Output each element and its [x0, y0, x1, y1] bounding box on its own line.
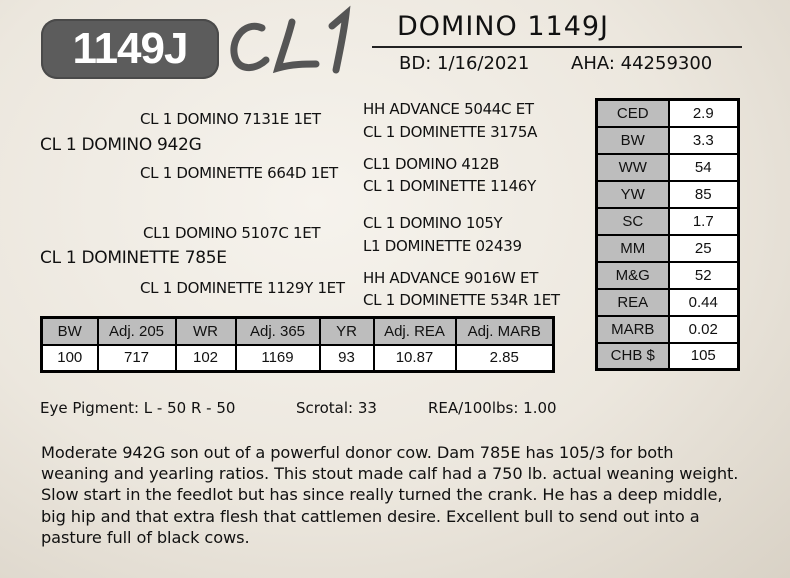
performance-header: Adj. REA: [374, 318, 456, 345]
rea-per-100lbs: REA/100lbs: 1.00: [428, 399, 557, 417]
epd-value: 105: [669, 343, 739, 370]
epd-value: 1.7: [669, 208, 739, 235]
aha-registration: AHA: 44259300: [571, 53, 713, 74]
bull-description: Moderate 942G son out of a powerful donor cow. Dam 785E has 105/3 for both weaning and yearling ratios. This stout made calf had a 750 lb. actual weaning weight. Slow start in the feedlot but has since really turned the crank. He has a deep middle, big hip and that extra flesh that cattlemen desire. Excellent bull to send out into a pasture full of black cows.: [41, 443, 739, 547]
title-divider: [372, 46, 742, 48]
epd-label: MARB: [597, 316, 669, 343]
pedigree-sire-sire-sire: HH ADVANCE 5044C ET: [363, 100, 534, 118]
epd-value: 3.3: [669, 127, 739, 154]
performance-header: BW: [42, 318, 98, 345]
performance-value: 10.87: [374, 345, 456, 372]
pedigree-dam-sire: CL1 DOMINO 5107C 1ET: [143, 224, 321, 242]
epd-label: CHB $: [597, 343, 669, 370]
bull-name: DOMINO 1149J: [397, 11, 610, 42]
epd-row: [597, 181, 739, 208]
birth-date: BD: 1/16/2021: [399, 53, 530, 74]
pedigree-sire: CL 1 DOMINO 942G: [40, 135, 202, 155]
performance-header: Adj. 205: [98, 318, 176, 345]
performance-value: 717: [98, 345, 176, 372]
epd-value: 54: [669, 154, 739, 181]
epd-row: [597, 289, 739, 316]
epd-table: [595, 98, 740, 371]
performance-value: 1169: [236, 345, 320, 372]
pedigree-dam-dam-sire: HH ADVANCE 9016W ET: [363, 269, 539, 287]
epd-label: CED: [597, 100, 669, 127]
pedigree-dam: CL 1 DOMINETTE 785E: [40, 248, 227, 268]
epd-label: YW: [597, 181, 669, 208]
pedigree-sire-sire: CL 1 DOMINO 7131E 1ET: [140, 110, 321, 128]
pedigree-dam-sire-sire: CL 1 DOMINO 105Y: [363, 214, 503, 232]
performance-value-row: [42, 345, 554, 372]
eye-pigment: Eye Pigment: L - 50 R - 50: [40, 399, 236, 417]
pedigree-sire-sire-dam: CL 1 DOMINETTE 3175A: [363, 123, 538, 141]
performance-header: Adj. MARB: [456, 318, 554, 345]
epd-value: 2.9: [669, 100, 739, 127]
epd-label: BW: [597, 127, 669, 154]
pedigree-dam-sire-dam: L1 DOMINETTE 02439: [363, 237, 522, 255]
performance-header-row: [42, 318, 554, 345]
epd-value: 85: [669, 181, 739, 208]
epd-value: 25: [669, 235, 739, 262]
performance-table: [40, 316, 555, 373]
cl1-brand-logo: [222, 2, 372, 82]
performance-header: YR: [320, 318, 374, 345]
epd-row: [597, 154, 739, 181]
epd-row: [597, 262, 739, 289]
pedigree-sire-dam-sire: CL1 DOMINO 412B: [363, 155, 500, 173]
epd-label: M&G: [597, 262, 669, 289]
pedigree-sire-dam: CL 1 DOMINETTE 664D 1ET: [140, 164, 338, 182]
performance-value: 2.85: [456, 345, 554, 372]
epd-row: [597, 343, 739, 370]
pedigree-dam-dam: CL 1 DOMINETTE 1129Y 1ET: [140, 279, 345, 297]
epd-row: [597, 316, 739, 343]
pedigree-dam-dam-dam: CL 1 DOMINETTE 534R 1ET: [363, 291, 560, 309]
epd-value: 52: [669, 262, 739, 289]
epd-label: REA: [597, 289, 669, 316]
epd-value: 0.02: [669, 316, 739, 343]
performance-value: 93: [320, 345, 374, 372]
epd-row: [597, 100, 739, 127]
lot-number-badge: 1149J: [41, 19, 219, 79]
performance-header: Adj. 365: [236, 318, 320, 345]
epd-value: 0.44: [669, 289, 739, 316]
performance-value: 102: [176, 345, 236, 372]
epd-label: MM: [597, 235, 669, 262]
epd-row: [597, 127, 739, 154]
scrotal-measure: Scrotal: 33: [296, 399, 377, 417]
epd-label: SC: [597, 208, 669, 235]
epd-row: [597, 235, 739, 262]
epd-row: [597, 208, 739, 235]
epd-label: WW: [597, 154, 669, 181]
performance-value: 100: [42, 345, 98, 372]
performance-header: WR: [176, 318, 236, 345]
pedigree-sire-dam-dam: CL 1 DOMINETTE 1146Y: [363, 177, 536, 195]
